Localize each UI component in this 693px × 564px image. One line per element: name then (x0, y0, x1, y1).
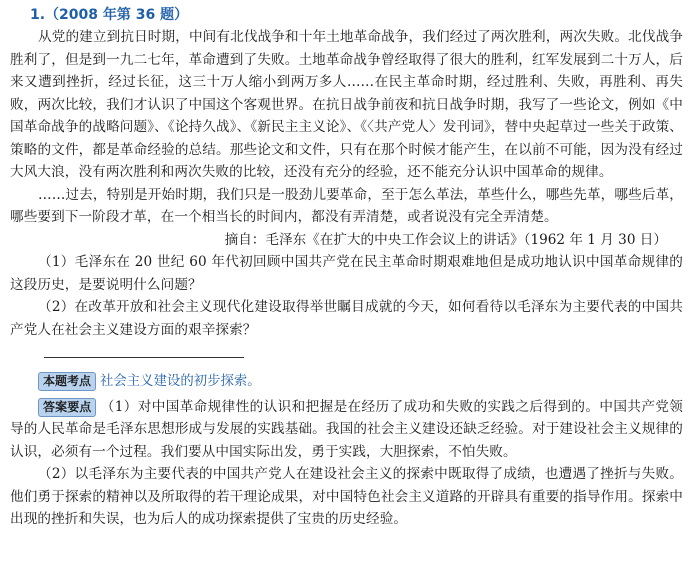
answer-badge: 答案要点 (38, 398, 96, 417)
question-heading: 1.（2008 年第 36 题） (30, 7, 189, 23)
quote-paragraph-1: 从党的建立到抗日时期，中间有北伐战争和十年土地革命战争，我们经过了两次胜利，两次失败。北伐战争胜利了，但是到一九二七年，革命遭到了失败。土地革命战争曾经取得了很大的胜利，红军发展到二十万人，后来又遭到挫折，经过长征，这三十万人缩小到两万多人……在民主革命时期，经过胜利、失败，再胜利、再失败，两次比较，我们才认识了中国这个客观世界。在抗日战争前夜和抗日战争时期，我写了一些论文，例如《中国革命战争的战略问题》、《论持久战》、《新民主主义论》、《〈共产党人〉发刊词》，替中央起草过一些关于政策、策略的文件，都是革命经验的总结。那些论文和文件，只有在那个时候才能产生，在以前不可能，因为没有经过大风大浪，没有两次胜利和两次失败的比较，还没有充分的经验，还不能充分认识中国革命的规律。 (10, 29, 683, 180)
topic-badge: 本题考点 (38, 372, 96, 391)
answer-paragraph-1-text: （1）对中国革命规律性的认识和把握是在经历了成功和失败的实践之后得到的。中国共产党领导的人民革命是毛泽东思想形成与发展的实践基础。我国的社会主义建设还缺乏经验。对于建设社会主义规律的认识，必须有一个过程。我们要从中国实际出发，勇于实践，大胆探索，不怕失败。 (10, 398, 683, 460)
topic-text: 社会主义建设的初步探索。 (100, 374, 261, 389)
quote-paragraph-2: ……过去，特别是开始时期，我们只是一股劲儿要革命，至于怎么革法，革些什么，哪些先革，哪些后革，哪些要到下一阶段才革，在一个相当长的时间内，都没有弄清楚，或者说没有完全弄清楚。 (10, 186, 683, 225)
topic-line (38, 370, 683, 394)
answer-section (10, 396, 683, 531)
sub-question-1: （1）毛泽东在 20 世纪 60 年代初回顾中国共产党在民主革命时期艰难地但是成功地认识中国革命规律的这段历史，是要说明什么问题？ (10, 254, 683, 293)
answer-paragraph-2: （2）以毛泽东为主要代表的中国共产党人在建设社会主义的探索中既取得了成绩，也遭遇了挫折与失败。他们勇于探索的精神以及所取得的若干理论成果，对中国特色社会主义道路的开辟具有重要的指导作用。探索中出现的挫折和失误，也为后人的成功探索提供了宝贵的历史经验。 (10, 466, 683, 527)
sub-question-2: （2）在改革开放和社会主义现代化建设取得举世瞩目成就的今天，如何看待以毛泽东为主要代表的中国共产党人在社会主义建设方面的艰辛探索？ (10, 299, 683, 338)
section-divider (44, 357, 244, 358)
quote-source: 摘自：毛泽东《在扩大的中央工作会议上的讲话》（1962 年 1 月 30 日） (224, 231, 667, 248)
answer-paragraph-1 (10, 396, 683, 464)
